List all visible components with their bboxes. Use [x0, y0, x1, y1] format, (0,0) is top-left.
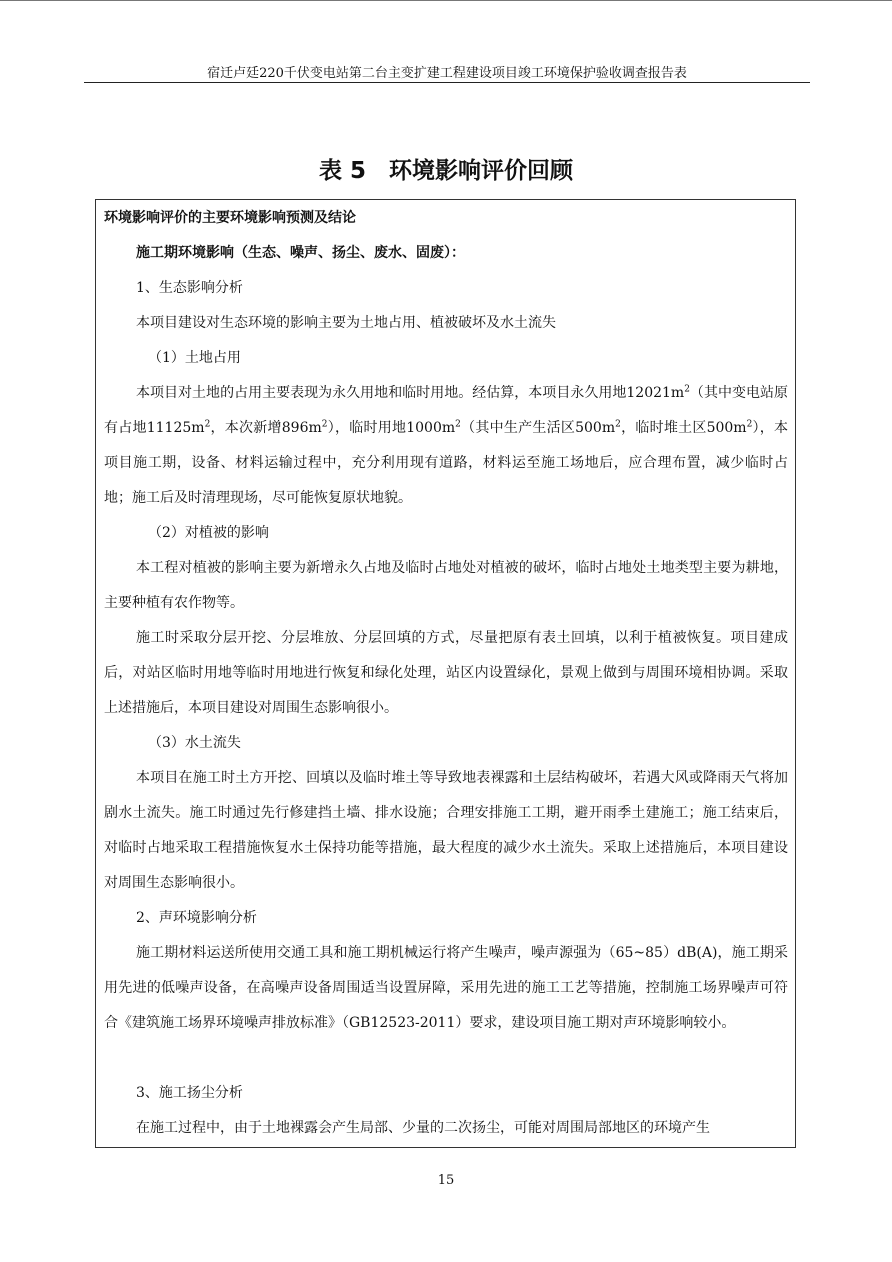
header-rule — [84, 82, 810, 83]
page-title: 表 5 环境影响评价回顾 — [318, 158, 573, 184]
land-use-title: （1）土地占用 — [148, 350, 241, 366]
page-number: 15 — [437, 1173, 455, 1188]
construction-impact-heading: 施工期环境影响（生态、噪声、扬尘、废水、固废）： — [136, 245, 465, 261]
noise-section-title: 2、声环境影响分析 — [136, 910, 257, 926]
vegetation-paragraph-2: 施工时采取分层开挖、分层堆放、分层回填的方式，尽量把原有表土回填，以利于植被恢复。项目建成后，对站区临时用地等临时用地进行恢复和绿化处理，站区内设置绿化，景观上做到与周围环境相协调。采取上述措施后，本项目建设对周围生态影响很小。 — [104, 630, 788, 716]
land-use-paragraph: 本项目对土地的占用主要表现为永久用地和临时用地。经估算，本项目永久用地$12021m^2$（其中变电站原有占地$11125m^2$，本次新增$896m^2$），临时用地$1000m^2$（其中生产生活区$500m^2$，临时堆土区$500m^2$），本项目施工期，设备、材料运输过程中，充分利用现有道路，材料运至施工场地后，应合理布置，减少临时占地；施工后及时清理现场，尽可能恢复原状地貌。 — [104, 384, 789, 506]
soil-erosion-paragraph: 本项目在施工时土方开挖、回填以及临时堆土等导致地表裸露和土层结构破坏，若遇大风或降雨天气将加剧水土流失。施工时通过先行修建挡土墙、排水设施；合理安排施工工期，避开雨季土建施工；施工结束后，对临时占地采取工程措施恢复水土保持功能等措施，最大程度的减少水土流失。采取上述措施后，本项目建设对周围生态影响很小。 — [104, 770, 788, 891]
noise-paragraph: 施工期材料运送所使用交通工具和施工期机械运行将产生噪声，噪声源强为（65~85）dB(A)，施工期采用先进的低噪声设备，在高噪声设备周围适当设置屏障，采用先进的施工工艺等措施，控制施工场界噪声可符合《建筑施工场界环境噪声排放标准》（GB12523-2011）要求，建设项目施工期对声环境影响较小。 — [104, 945, 788, 1031]
ecology-intro: 本项目建设对生态环境的影响主要为土地占用、植被破坏及水土流失 — [136, 315, 556, 331]
dust-section-title: 3、施工扬尘分析 — [136, 1085, 243, 1101]
vegetation-title: （2）对植被的影响 — [148, 525, 269, 541]
vegetation-paragraph-1: 本工程对植被的影响主要为新增永久占地及临时占地处对植被的破坏，临时占地处土地类型主要为耕地，主要种植有农作物等。 — [104, 560, 788, 611]
running-header: 宿迁卢廷220千伏变电站第二台主变扩建工程建设项目竣工环境保护验收调查报告表 — [207, 66, 687, 81]
ecology-section-title: 1、生态影响分析 — [136, 280, 243, 296]
dust-paragraph: 在施工过程中，由于土地裸露会产生局部、少量的二次扬尘，可能对周围局部地区的环境产生 — [136, 1120, 710, 1136]
soil-erosion-title: （3）水土流失 — [148, 735, 241, 751]
section-heading: 环境影响评价的主要环境影响预测及结论 — [104, 210, 356, 226]
top-border-line — [0, 0, 892, 1]
content-table-box — [95, 199, 796, 1148]
